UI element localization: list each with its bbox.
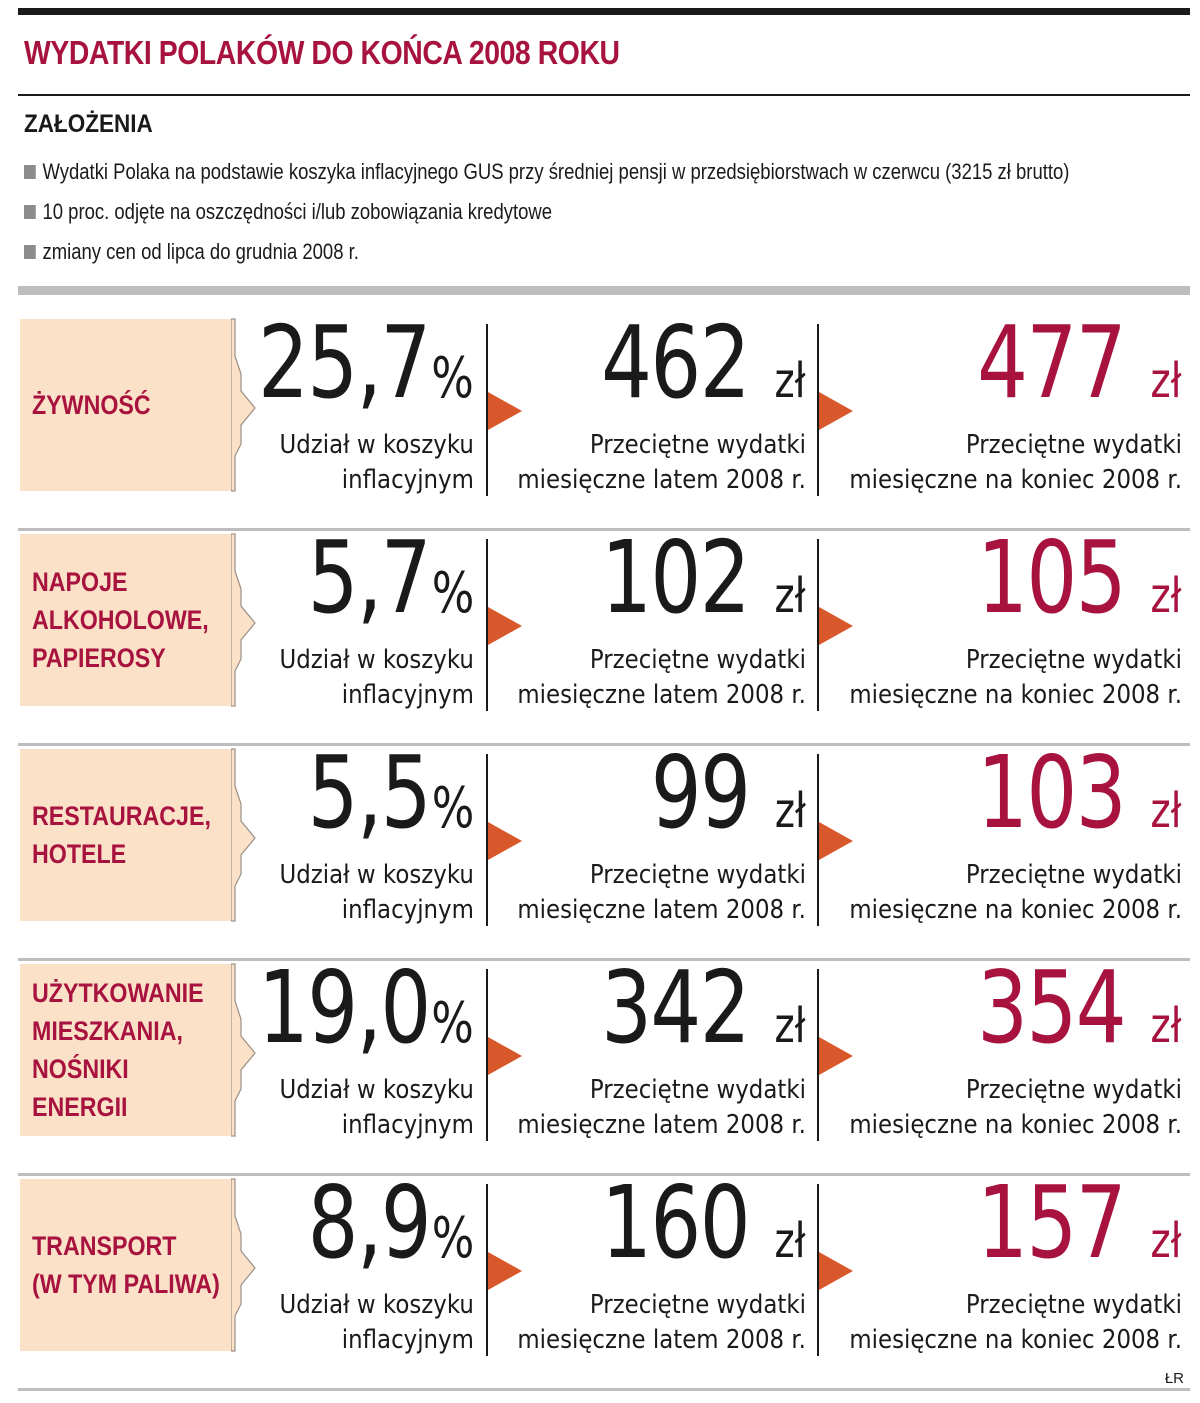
- share-number: 19,0: [258, 949, 430, 1066]
- zl-unit: zł: [1150, 998, 1182, 1054]
- zl-unit: zł: [1150, 1213, 1182, 1269]
- summer-caption: [517, 643, 806, 713]
- share-caption: [280, 1288, 474, 1358]
- end-caption-line2: miesięczne na koniec 2008 r.: [849, 1110, 1182, 1140]
- share-value: [307, 734, 474, 864]
- share-number: 5,5: [307, 734, 430, 851]
- arrow-right-icon: [488, 392, 522, 430]
- end-caption-line1: Przeciętne wydatki: [965, 1290, 1182, 1320]
- share-caption-line1: Udział w koszyku: [279, 860, 474, 890]
- summer-number: 99: [650, 734, 750, 851]
- percent-unit: %: [431, 561, 474, 626]
- arrow-right-icon: [488, 1252, 522, 1290]
- summer-caption-line1: Przeciętne wydatki: [589, 645, 806, 675]
- assumption-item: [24, 152, 1070, 192]
- summer-caption: [517, 858, 806, 928]
- zl-unit: zł: [1150, 783, 1182, 839]
- share-caption-line2: inflacyjnym: [341, 465, 474, 495]
- share-value: [258, 304, 474, 434]
- end-caption-line2: miesięczne na koniec 2008 r.: [849, 895, 1182, 925]
- zl-unit: zł: [774, 998, 806, 1054]
- arrow-right-icon: [488, 1037, 522, 1075]
- end-value: [977, 734, 1182, 866]
- summer-caption: [517, 1288, 806, 1358]
- arrow-right-icon: [819, 607, 853, 645]
- category-box-tail: [231, 961, 257, 1143]
- zl-unit: zł: [1150, 568, 1182, 624]
- assumptions-heading: ZAŁOŻENIA: [24, 110, 153, 138]
- assumption-text: zmiany cen od lipca do grudnia 2008 r.: [42, 239, 359, 264]
- share-caption-line2: inflacyjnym: [341, 680, 474, 710]
- category-label: RESTAURACJE, HOTELE: [32, 801, 211, 869]
- arrow-right-icon: [819, 1037, 853, 1075]
- end-value: [977, 519, 1182, 651]
- top-rule: [18, 8, 1190, 15]
- summer-number: 102: [601, 519, 750, 636]
- share-caption-line2: inflacyjnym: [341, 895, 474, 925]
- category-box-tail: [231, 531, 257, 713]
- share-caption-line2: inflacyjnym: [341, 1325, 474, 1355]
- share-number: 8,9: [307, 1164, 430, 1281]
- percent-unit: %: [431, 1206, 474, 1271]
- category-box-tail: [231, 316, 257, 498]
- summer-caption: [517, 428, 806, 498]
- share-caption-line1: Udział w koszyku: [279, 645, 474, 675]
- arrow-right-icon: [819, 822, 853, 860]
- summer-value: [601, 519, 806, 651]
- row-divider: [18, 1388, 1190, 1391]
- summer-value: [650, 734, 806, 866]
- square-bullet-icon: [24, 165, 36, 179]
- summer-caption-line2: miesięczne latem 2008 r.: [517, 680, 806, 710]
- title-rule: [18, 94, 1190, 96]
- expense-table: [0, 304, 1200, 1391]
- summer-value: [601, 1164, 806, 1296]
- zl-unit: zł: [774, 783, 806, 839]
- share-caption: [280, 858, 474, 928]
- percent-unit: %: [431, 991, 474, 1056]
- section-divider: [18, 286, 1190, 295]
- table-row: [0, 949, 1200, 1176]
- share-number: 5,7: [307, 519, 430, 636]
- zl-unit: zł: [1150, 353, 1182, 409]
- end-value: [977, 1164, 1182, 1296]
- zl-unit: zł: [774, 568, 806, 624]
- summer-number: 342: [601, 949, 750, 1066]
- percent-unit: %: [431, 346, 474, 411]
- summer-caption-line1: Przeciętne wydatki: [589, 430, 806, 460]
- end-number: 354: [977, 949, 1126, 1066]
- arrow-right-icon: [819, 1252, 853, 1290]
- arrow-right-icon: [488, 822, 522, 860]
- end-number: 103: [977, 734, 1126, 851]
- zl-unit: zł: [774, 1213, 806, 1269]
- summer-caption-line2: miesięczne latem 2008 r.: [517, 1325, 806, 1355]
- summer-caption-line2: miesięczne latem 2008 r.: [517, 1110, 806, 1140]
- table-row: [0, 1164, 1200, 1391]
- share-caption-line2: inflacyjnym: [341, 1110, 474, 1140]
- share-caption: [280, 643, 474, 713]
- category-label: UŻYTKOWANIE MIESZKANIA, NOŚNIKI ENERGII: [32, 978, 204, 1122]
- assumption-item: [24, 232, 1032, 272]
- end-value: [977, 949, 1182, 1081]
- square-bullet-icon: [24, 205, 36, 219]
- summer-caption-line2: miesięczne latem 2008 r.: [517, 465, 806, 495]
- summer-value: [601, 304, 806, 436]
- end-caption: [849, 1288, 1182, 1358]
- end-caption-line2: miesięczne na koniec 2008 r.: [849, 680, 1182, 710]
- summer-number: 462: [601, 304, 750, 421]
- share-value: [307, 1164, 474, 1294]
- end-number: 157: [977, 1164, 1126, 1281]
- end-value: [977, 304, 1182, 436]
- summer-number: 160: [601, 1164, 750, 1281]
- table-row: [0, 304, 1200, 531]
- category-label: TRANSPORT (W TYM PALIWA): [32, 1231, 220, 1299]
- zl-unit: zł: [774, 353, 806, 409]
- category-box-tail: [231, 746, 257, 928]
- share-caption-line1: Udział w koszyku: [279, 430, 474, 460]
- arrow-right-icon: [819, 392, 853, 430]
- summer-caption-line1: Przeciętne wydatki: [589, 860, 806, 890]
- end-number: 105: [977, 519, 1126, 636]
- end-caption-line2: miesięczne na koniec 2008 r.: [849, 1325, 1182, 1355]
- page-title: WYDATKI POLAKÓW DO KOŃCA 2008 ROKU: [24, 34, 620, 71]
- end-caption: [849, 1073, 1182, 1143]
- percent-unit: %: [431, 776, 474, 841]
- end-caption-line1: Przeciętne wydatki: [965, 430, 1182, 460]
- square-bullet-icon: [24, 245, 36, 259]
- summer-caption-line1: Przeciętne wydatki: [589, 1075, 806, 1105]
- share-caption-line1: Udział w koszyku: [279, 1290, 474, 1320]
- share-number: 25,7: [258, 304, 430, 421]
- end-caption-line2: miesięczne na koniec 2008 r.: [849, 465, 1182, 495]
- summer-caption: [517, 1073, 806, 1143]
- summer-caption-line2: miesięczne latem 2008 r.: [517, 895, 806, 925]
- share-caption-line1: Udział w koszyku: [279, 1075, 474, 1105]
- assumption-text: Wydatki Polaka na podstawie koszyka inflacyjnego GUS przy średniej pensji w przedsiębiorstwach w czerwcu (3215 zł brutto): [42, 159, 1070, 184]
- category-label: NAPOJE ALKOHOLOWE, PAPIEROSY: [32, 567, 209, 673]
- summer-caption-line1: Przeciętne wydatki: [589, 1290, 806, 1320]
- share-value: [307, 519, 474, 649]
- end-caption: [849, 858, 1182, 928]
- author-credit: ŁR: [1164, 1370, 1184, 1387]
- assumption-text: 10 proc. odjęte na oszczędności i/lub zobowiązania kredytowe: [42, 199, 553, 224]
- end-caption: [849, 643, 1182, 713]
- arrow-right-icon: [488, 607, 522, 645]
- share-caption: [280, 428, 474, 498]
- end-caption-line1: Przeciętne wydatki: [965, 860, 1182, 890]
- share-value: [258, 949, 474, 1079]
- assumptions-list: [24, 152, 1200, 272]
- assumption-item: [24, 192, 1032, 232]
- summer-value: [601, 949, 806, 1081]
- category-box-tail: [231, 1176, 257, 1358]
- table-row: [0, 519, 1200, 746]
- end-caption-line1: Przeciętne wydatki: [965, 645, 1182, 675]
- end-caption-line1: Przeciętne wydatki: [965, 1075, 1182, 1105]
- end-number: 477: [977, 304, 1126, 421]
- end-caption: [849, 428, 1182, 498]
- category-label: ŻYWNOŚĆ: [32, 390, 151, 420]
- share-caption: [280, 1073, 474, 1143]
- table-row: [0, 734, 1200, 961]
